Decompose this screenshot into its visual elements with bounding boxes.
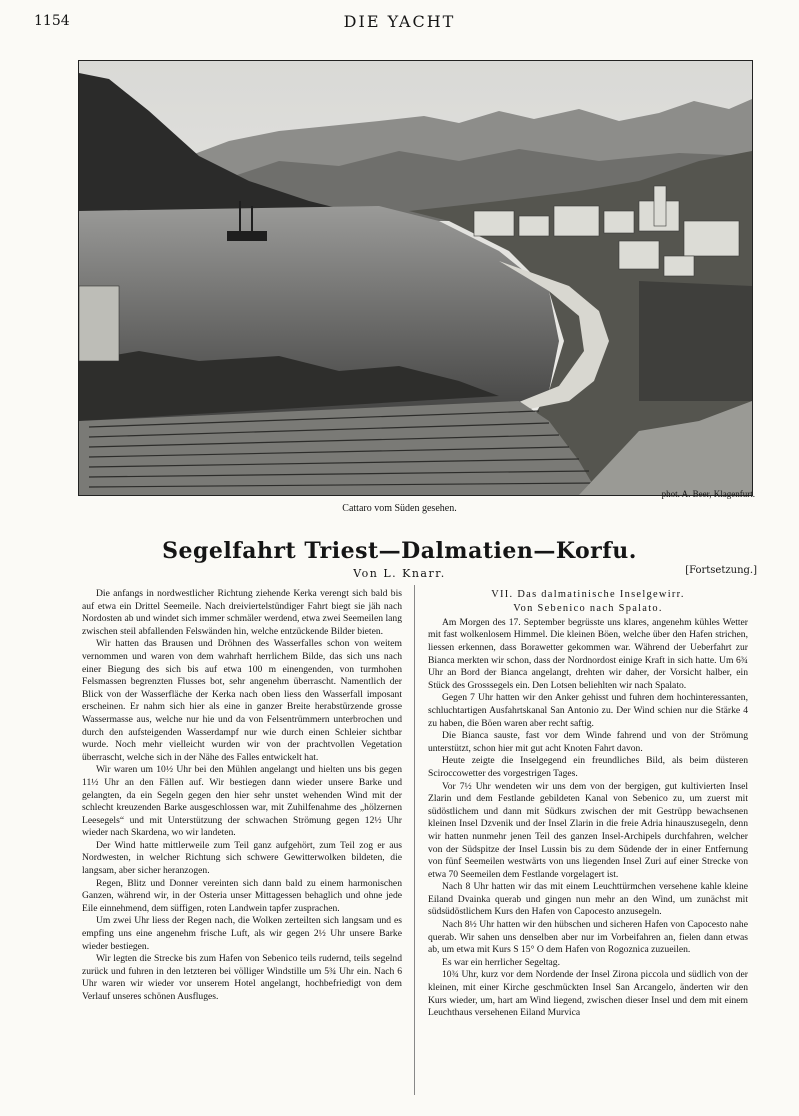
photo-caption: Cattaro vom Süden gesehen. <box>342 503 457 514</box>
paragraph: 10¾ Uhr, kurz vor dem Nordende der Insel Zirona piccola und südlich von der kleinen, mit einer Kirche geschmückten Insel San Arcangelo, änderten wir den Kurs wieder, um, hart am Wind liegend, zwischen dieser Insel und dem mit einem Leuchthaus versehenen Eiland Murvica <box>428 969 748 1019</box>
section-subheading: Von Sebenico nach Spalato. <box>513 603 663 615</box>
masthead: DIE YACHT <box>343 12 456 31</box>
paragraph: Nach 8½ Uhr hatten wir den hübschen und sicheren Hafen von Capocesto nahe querab. Wir sahen uns denselben aber nur im Vorbeifahren an, fielen dann etwas ab, um etwa mit Kurs S 15° O dem Hafen von Rogoznica zuzueilen. <box>428 919 748 956</box>
paragraph: Um zwei Uhr liess der Regen nach, die Wolken zerteilten sich langsam und es empfing uns eine angenehm frische Luft, als wir gegen 2½ Uhr unsere Barke wieder bestiegen. <box>82 915 402 952</box>
paragraph: Gegen 7 Uhr hatten wir den Anker gehisst und fuhren dem hochinteressanten, schluchtartigen Ausfahrtskanal San Antonio zu. Der Wind schien nur die Stärke 4 zu haben, die Böen waren aber recht saftig. <box>428 692 748 729</box>
paragraph: Nach 8 Uhr hatten wir das mit einem Leuchttürmchen versehene kahle kleine Eiland Dvainka querab und gingen nun mehr an den Wind, um zunächst mit südsüdöstlichem Kurs den Hafen von Capocesto anzusegeln. <box>428 881 748 918</box>
left-column <box>82 588 402 1004</box>
paragraph: Regen, Blitz und Donner vereinten sich dann bald zu einem harmonischen Ganzen, während wir, in der Osteria unser Mittagessen behaglich und ohne jede Eile einnehmend, dem süffigen, roten Landwein tapfer zusprachen. <box>82 877 402 914</box>
article-title: Segelfahrt Triest—Dalmatien—Korfu. <box>162 538 637 564</box>
paragraph: Wir legten die Strecke bis zum Hafen von Sebenico teils rudernd, teils segelnd zurück und fuhren in den letzteren bei völliger Windstille um 5¾ Uhr ein. Nach 6 Uhr waren wir wieder vor unserem Hotel angelangt, hochbefriedigt von dem Verlauf unseres schönen Ausfluges. <box>82 953 402 1002</box>
page-header <box>0 10 799 34</box>
paragraph: Am Morgen des 17. September begrüsste uns klares, angenehm kühles Wetter mit fast wolkenlosem Himmel. Die kleinen Böen, welche über den Hafen strichen, liessen erkennen, dass Borawetter gekommen war. Während der Ueberfahrt zur Bianca merkten wir schon, dass der Nordnordost einige Kraft in sich hatte. Um 6¾ Uhr an Bord der Bianca angelangt, drehten wir daher, der Vorsicht halber, ein Stück des Grosssegels ein. Den Lotsen beliehlten wir nach Spalato. <box>428 616 748 691</box>
photo-credit: phot. A. Beer, Klagenfurt. <box>661 489 755 499</box>
paragraph: Wir hatten das Brausen und Dröhnen des Wasserfalles schon von weitem vernommen und waren von dem wahrhaft herrlichem Bilde, das sich uns nach einer Biegung des sich bis auf etwa 100 m einengenden, von turmhohen Felsmassen begrenzten Flusses bot, sehr angenehm überrascht. Namentlich der Blick von der Wasserfläche der Kerka nach oben liess den Wasserfall imposant erscheinen. Er nahm sich hier als eine in ganzer Breite herabstürzende grosse Wassermasse aus, welche nur hie und da von Felsentrümmern unterbrochen und durch den aufsteigenden Wasserdampf nur wie durch einen Schleier sichtbar wurde. Noch mehr vielleicht wurden wir von der prachtvollen Vegetation überrascht, welche sich in der Nähe des Falles entwickelt hat. <box>82 638 402 763</box>
landscape-photo-drawing <box>79 61 752 495</box>
paragraph: Die Bianca sauste, fast vor dem Winde fahrend und von der Strömung unterstützt, schon hier mit gut acht Knoten Fahrt davon. <box>428 730 748 754</box>
paragraph: Der Wind hatte mittlerweile zum Teil ganz aufgehört, zum Teil zog er aus Nordwesten, in welcher Richtung sich schwere Gewitterwolken bildeten, die langsam, aber sicher heranzogen. <box>82 839 402 877</box>
section-heading: VII. Das dalmatinische Inselgewirr. <box>491 589 685 600</box>
paragraph: Es war ein herrlicher Segeltag. <box>442 956 561 968</box>
paragraph: Vor 7½ Uhr wendeten wir uns dem von der bergigen, gut kultivierten Insel Zlarin und dem Festlande gebildeten Kanal von Sebenico zu, um zuerst mit südöstlichem und dann mit Südkurs zwischen der mit Gestrüpp bewachsenen kleinen Insel Dzvenik und der Insel Zlarin in die freie Adria hinauszusegeln, denn wir hatten nunmehr jenen Teil des ganzen Insel-Archipels durchfahren, welcher von der Südspitze der Insel Lussin bis zu dem Südende der in einer Entfernung von fünf Seemeilen westwärts von uns liegenden Insel Zuri auf einer Strecke von etwa 70 Seemeilen dem Festlande vorgelagert ist. <box>428 780 748 880</box>
paragraph: Die anfangs in nordwestlicher Richtung ziehende Kerka verengt sich bald bis auf etwa ein Drittel Seemeile. Nach dreiviertelstündiger Fahrt biegt sie jäh nach Nordosten ab und windet sich immer schmäler werdend, etwa zwei Seemeilen lang zwischen steil abfallenden Felswänden hin, welche entzückende Bilder bieten. <box>82 588 402 637</box>
paragraph: Heute zeigte die Inselgegend ein freundliches Bild, als beim düsteren Sciroccowetter des vorgestrigen Tages. <box>428 755 748 779</box>
column-divider <box>414 585 415 1095</box>
article-author: Von L. Knarr. <box>353 567 446 580</box>
continuation-note: [Fortsetzung.] <box>685 565 757 576</box>
paragraph: Wir waren um 10½ Uhr bei den Mühlen angelangt und hielten uns bis gegen 11½ Uhr an den Fällen auf. Wir bestiegen dann wieder unsere Barke und gelangten, da ein Segeln gegen den hier sehr unstet wehenden Wind mit der schlecht kreuzenden Barke ausgeschlossen war, mit Zuhilfenahme des „hölzernen Leesegels“ und mit Unterstützung der schwachen Strömung gegen 12½ Uhr wieder nach Skardena, wo wir landeten. <box>82 764 402 839</box>
photograph-cattaro <box>78 60 753 496</box>
page-number: 1154 <box>34 13 70 29</box>
right-column <box>428 588 748 1020</box>
